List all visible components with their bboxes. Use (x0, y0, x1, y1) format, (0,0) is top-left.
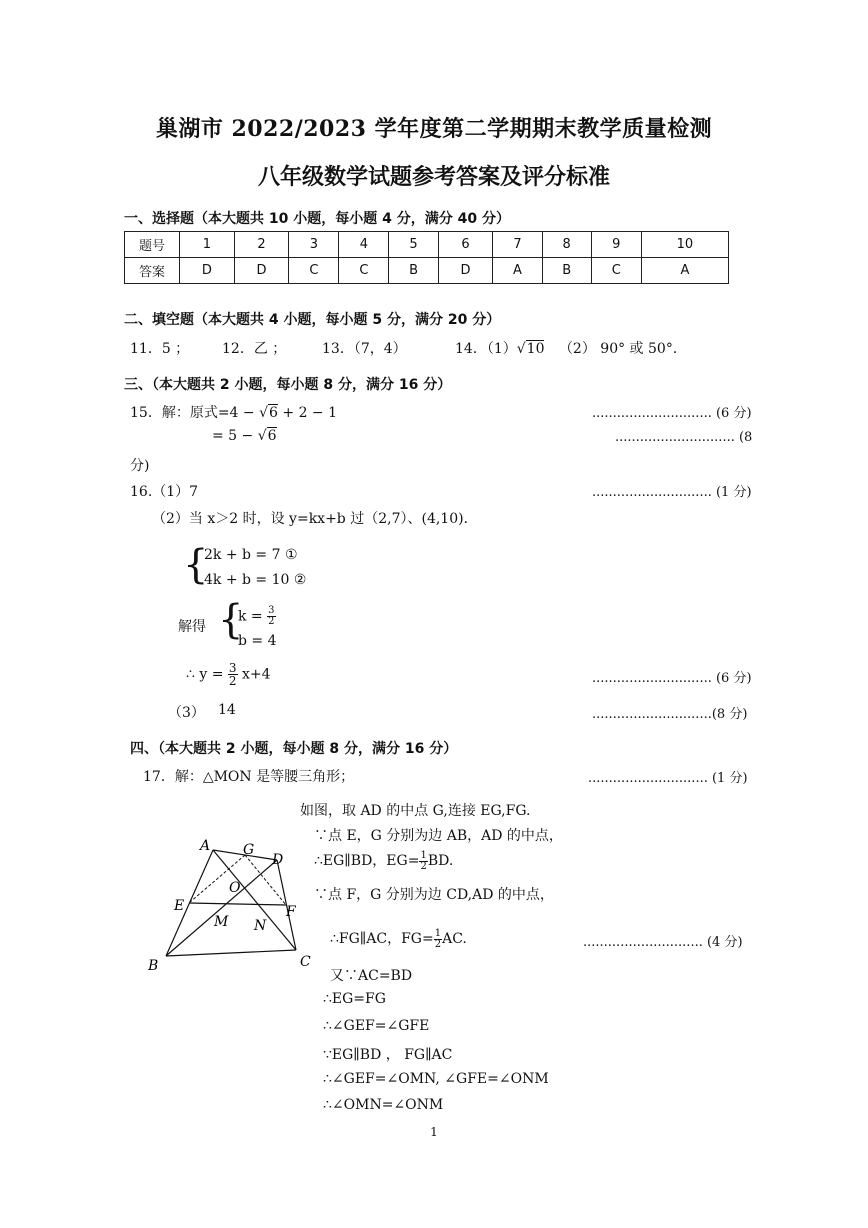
answer-table (124, 231, 729, 284)
q15-line1-prefix: 15．解：原式=4 − (130, 405, 260, 421)
label-M: M (214, 914, 229, 930)
system-brace: { (183, 542, 209, 588)
solution-brace: { (218, 597, 244, 643)
q16-3-value: 14 (218, 702, 236, 718)
label-N: N (254, 918, 267, 934)
title-line-2: 八年级数学试题参考答案及评分标准 (257, 164, 610, 190)
answer-cell: C (591, 258, 641, 284)
proof-line-6: 又∵AC=BD (330, 968, 413, 984)
fraction (434, 929, 442, 950)
q16-1: 16.（1）7 (130, 484, 199, 500)
proof-line-5 (330, 928, 467, 950)
sqrt-sign: √ (516, 341, 526, 357)
proof-line-2: ∵点 E，G 分别为边 AB，AD 的中点， (314, 828, 563, 844)
answer-cell: C (289, 258, 339, 284)
row-label-answer: 答案 (125, 258, 180, 284)
question-cell: 4 (339, 232, 389, 258)
section2-heading: 二、填空题（本大题共 4 小题，每小题 5 分，满分 20 分） (124, 312, 501, 328)
fraction-numerator: 1 (434, 927, 442, 939)
proof-line-11: ∴∠OMN=∠ONM (323, 1097, 444, 1113)
question-cell: 8 (542, 232, 591, 258)
label-C: C (300, 954, 311, 970)
fraction-denominator: 2 (420, 860, 427, 872)
q15-line1-radicand: 6 (269, 405, 278, 421)
title-line-1: 巢湖市 2022/2023 学年度第二学期期末教学质量检测 (155, 116, 713, 142)
question-cell: 7 (493, 232, 542, 258)
segment-BC (166, 950, 296, 956)
q17-score-4: ............................. (4 分) (583, 935, 743, 950)
label-B: B (148, 958, 159, 974)
equation-2: 4k + b = 10 ② (204, 572, 307, 588)
answer-cell: D (438, 258, 493, 284)
equation-1: 2k + b = 7 ① (204, 547, 298, 563)
section1-heading: 一、选择题（本大题共 10 小题，每小题 4 分，满分 40 分） (124, 211, 510, 227)
q16-2: （2）当 x＞2 时，设 y=kx+b 过（2,7）、(4,10)． (152, 511, 478, 527)
proof-line-7: ∴EG=FG (323, 991, 386, 1007)
answer-14 (455, 338, 687, 358)
answer-cell: A (493, 258, 542, 284)
proof-line-9: ∵EG∥BD ， FG∥AC (323, 1047, 453, 1063)
proof-line-4: ∵点 F，G 分别为边 CD,AD 的中点， (314, 887, 554, 903)
label-A: A (200, 838, 211, 854)
proof-line-10: ∴∠GEF=∠OMN, ∠GFE=∠ONM (323, 1071, 549, 1087)
q17-line: 17．解：△MON 是等腰三角形； (143, 769, 355, 785)
question-cell: 5 (389, 232, 438, 258)
answer-14-part2: （2） 90° 或 50°． (558, 341, 687, 357)
question-cell: 10 (641, 232, 728, 258)
segment-EF (189, 903, 286, 905)
answer-cell: C (339, 258, 389, 284)
label-O: O (229, 880, 241, 896)
answer-14-radicand: 10 (526, 341, 545, 357)
proof-line-1: 如图，取 AD 的中点 G,连接 EG,FG. (300, 803, 531, 819)
answer-12: 12．乙 ； (222, 341, 287, 357)
answer-14-prefix: 14．（1） (455, 341, 517, 357)
q15-line1-suffix: + 2 − 1 (277, 405, 338, 421)
proof-line-3-prefix: ∴EG∥BD，EG= (314, 853, 420, 869)
q16-1-score: ............................. (1 分) (592, 485, 752, 500)
q16-2-score: ............................. (6 分) (592, 671, 752, 686)
q15-line2-radicand: 6 (267, 428, 277, 444)
fraction-numerator: 1 (420, 849, 427, 861)
diagonal-AC (213, 850, 296, 950)
fraction-numerator: 3 (228, 661, 237, 675)
q15-score-1: ............................. (6 分) (592, 406, 752, 421)
question-cell: 6 (438, 232, 493, 258)
q15-score-2-wrap: 分) (130, 458, 150, 474)
therefore-line (186, 662, 271, 687)
answer-cell: D (234, 258, 289, 284)
label-E: E (174, 898, 185, 914)
proof-line-3-suffix: BD. (427, 853, 454, 869)
sqrt-sign: √ (259, 405, 269, 421)
proof-line-5-prefix: ∴FG∥AC，FG= (330, 931, 434, 947)
section4-heading: 四、（本大题共 2 小题，每小题 8 分，满分 16 分） (130, 741, 458, 757)
question-cell: 9 (591, 232, 641, 258)
fraction-denominator: 2 (434, 938, 442, 950)
solve-label: 解得 (178, 619, 206, 635)
fraction-numerator: 3 (268, 605, 275, 616)
page-number: 1 (430, 1125, 438, 1139)
sqrt-sign: √ (257, 428, 267, 444)
answer-11: 11．5 ； (130, 341, 190, 357)
solution-k-prefix: k = (238, 608, 268, 625)
section3-heading: 三、（本大题共 2 小题，每小题 8 分，满分 16 分） (124, 377, 452, 393)
proof-line-8: ∴∠GEF=∠GFE (323, 1018, 430, 1034)
answer-cell: B (389, 258, 438, 284)
label-D: D (272, 852, 284, 868)
q17-score-1: ............................. (1 分) (588, 771, 748, 786)
q16-3-label: （3） (168, 705, 205, 721)
label-G: G (243, 842, 255, 858)
answer-row (125, 258, 729, 284)
fraction-denominator: 2 (268, 616, 275, 627)
answer-cell: A (641, 258, 728, 284)
fraction (267, 606, 275, 627)
therefore-suffix: x+4 (237, 666, 271, 683)
question-cell: 2 (234, 232, 289, 258)
proof-line-3 (314, 850, 453, 872)
answer-13: 13．（7，4） (322, 341, 407, 357)
solution-b: b = 4 (238, 633, 277, 649)
question-cell: 1 (180, 232, 235, 258)
q15-score-2: ............................. (8 (615, 430, 753, 445)
answer-cell: D (180, 258, 235, 284)
therefore-prefix: ∴ y = (186, 666, 228, 683)
q15-line2 (212, 428, 277, 444)
q15-line2-prefix: = 5 − (212, 428, 258, 444)
q16-3-score: .............................(8 分) (592, 707, 748, 722)
fraction (228, 662, 238, 687)
question-cell: 3 (289, 232, 339, 258)
proof-line-5-suffix: AC. (442, 931, 467, 947)
row-label-question: 题号 (125, 232, 180, 258)
fraction-denominator: 2 (228, 674, 237, 688)
answer-cell: B (542, 258, 591, 284)
q15-line1 (130, 402, 337, 422)
geometry-figure (140, 830, 320, 980)
label-F: F (286, 904, 296, 920)
solution-k (238, 606, 276, 627)
fraction (419, 851, 427, 872)
question-row (125, 232, 729, 258)
